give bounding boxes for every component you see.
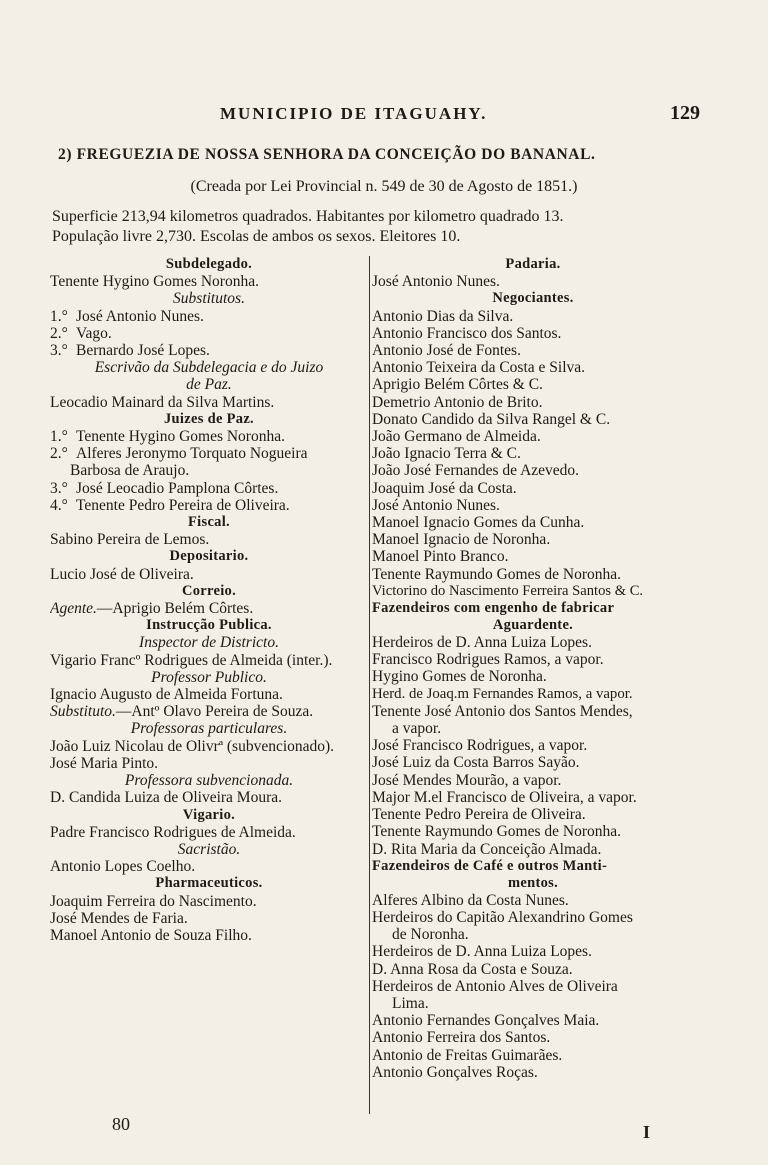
agente-name: —Aprigio Belém Côrtes. — [96, 600, 254, 618]
negociante-entry: João Ignacio Terra & C. — [372, 445, 521, 463]
cafe-entry: Antonio de Freitas Guimarães. — [372, 1046, 563, 1064]
pharmaceutico-entry: Manoel Antonio de Souza Filho. — [50, 926, 252, 944]
section-stats — [52, 207, 692, 247]
stats-line-1: Superficie 213,94 kilometros quadrados. Habitantes por kilometro quadrado 13. — [52, 208, 564, 225]
fazendeiros-aguardente-heading-line-1: Fazendeiros com engenho de fabricar — [372, 600, 615, 617]
negociante-entry: Aprigio Belém Côrtes & C. — [372, 376, 543, 394]
fazendeiros-cafe-heading-line-1: Fazendeiros de Café e outros Manti- — [372, 857, 608, 874]
right-column — [372, 256, 694, 1081]
negociante-entry: Antonio José de Fontes. — [372, 342, 521, 360]
escrivao-heading-line-1: Escrivão da Subdelegacia e do Juizo — [94, 359, 324, 377]
column-divider — [369, 256, 370, 1114]
pharmaceutico-entry: José Mendes de Faria. — [50, 909, 188, 927]
professora-entry: João Luiz Nicolau de Olivrª (subvencionado). — [50, 737, 335, 755]
aguardente-entry: Tenente Raymundo Gomes de Noronha. — [372, 823, 622, 841]
entry-name: Tenente Hygino Gomes Noronha. — [76, 428, 285, 446]
fazendeiros-cafe-heading-line-2: mentos. — [507, 874, 559, 891]
vigario-entry: Padre Francisco Rodrigues de Almeida. — [50, 823, 296, 841]
sacristao-entry: Antonio Lopes Coelho. — [50, 858, 196, 876]
professor-heading: Professor Publico. — [151, 668, 267, 686]
section-subtitle: (Creada por Lei Provincial n. 549 de 30 de Agosto de 1851.) — [190, 178, 578, 195]
fazendeiros-aguardente-heading — [372, 600, 694, 634]
substituto-name: —Antº Olavo Pereira de Souza. — [115, 703, 314, 721]
correio-heading: Correio. — [181, 582, 237, 599]
cafe-entry: Alferes Albino da Costa Nunes. — [372, 891, 569, 909]
aguardente-entry: Herdeiros de D. Anna Luiza Lopes. — [372, 634, 592, 652]
negociante-entry: Antonio Dias da Silva. — [372, 307, 514, 325]
entry-number: 3.° — [50, 479, 68, 497]
entry-name: Tenente Pedro Pereira de Oliveira. — [76, 496, 290, 514]
cafe-entry: Antonio Ferreira dos Santos. — [372, 1029, 551, 1047]
vigario-heading: Vigario. — [182, 806, 236, 823]
cafe-entry: Herdeiros do Capitão Alexandrino Gomes — [372, 908, 633, 926]
negociante-entry: Manoel Pinto Branco. — [372, 548, 509, 566]
professor-entry: Ignacio Augusto de Almeida Fortuna. — [50, 686, 283, 704]
negociante-entry: João José Fernandes de Azevedo. — [372, 462, 580, 480]
entry-name: Vago. — [76, 324, 112, 342]
entry-number: 1.° — [50, 307, 68, 325]
cafe-entry-continuation: de Noronha. — [392, 926, 469, 944]
negociante-entry: Antonio Francisco dos Santos. — [372, 324, 562, 342]
aguardente-entry: D. Rita Maria da Conceição Almada. — [372, 840, 602, 858]
stats-line-2: População livre 2,730. Escolas de ambos os sexos. Eleitores 10. — [52, 228, 461, 245]
entry-name: Bernardo José Lopes. — [76, 342, 210, 360]
aguardente-entry-continuation: a vapor. — [392, 720, 442, 738]
aguardente-entry: José Luiz da Costa Barros Sayão. — [372, 754, 580, 772]
juiz-entry — [50, 480, 368, 497]
substituto-entry — [50, 342, 368, 359]
entry-number: 4.° — [50, 496, 68, 514]
negociante-entry: João Germano de Almeida. — [372, 428, 541, 446]
fazendeiros-cafe-heading — [372, 858, 694, 892]
professoras-heading: Professoras particulares. — [130, 720, 288, 738]
substitutos-heading: Substitutos. — [173, 290, 245, 308]
entry-number: 2.° — [50, 324, 68, 342]
aguardente-entry: Tenente Pedro Pereira de Oliveira. — [372, 806, 586, 824]
juiz-entry — [50, 428, 368, 445]
negociantes-heading: Negociantes. — [492, 290, 574, 307]
padaria-entry: José Antonio Nunes. — [372, 273, 500, 291]
entry-number: 3.° — [50, 342, 68, 360]
inspector-heading: Inspector de Districto. — [139, 634, 279, 652]
cafe-entry: Antonio Gonçalves Roças. — [372, 1063, 538, 1081]
aguardente-entry: Herd. de Joaq.m Fernandes Ramos, a vapor. — [372, 685, 633, 702]
fiscal-heading: Fiscal. — [188, 514, 230, 531]
negociante-entry: Demetrio Antonio de Brito. — [372, 393, 543, 411]
substituto-entry — [50, 308, 368, 325]
depositario-heading: Depositario. — [169, 548, 249, 565]
footer-signature: I — [643, 1122, 651, 1142]
entry-name: José Antonio Nunes. — [76, 307, 204, 325]
escrivao-heading-line-2: de Paz. — [186, 376, 232, 394]
entry-name: Alferes Jeronymo Torquato Nogueira — [76, 445, 308, 463]
page-number: 129 — [670, 102, 700, 124]
aguardente-entry: Tenente José Antonio dos Santos Mendes, — [372, 702, 633, 720]
negociante-entry: Victorino do Nascimento Ferreira Santos & C. — [372, 582, 644, 599]
entry-number: 1.° — [50, 428, 68, 446]
negociante-entry: Antonio Teixeira da Costa e Silva. — [372, 359, 586, 377]
pharmaceutico-entry: Joaquim Ferreira do Nascimento. — [50, 892, 257, 910]
cafe-entry: Antonio Fernandes Gonçalves Maia. — [372, 1012, 600, 1030]
negociante-entry: José Antonio Nunes. — [372, 496, 500, 514]
section-title: 2) FREGUEZIA DE NOSSA SENHORA DA CONCEIÇÃO DO BANANAL. — [58, 146, 596, 163]
juizes-heading: Juizes de Paz. — [164, 410, 254, 427]
professora-entry: José Maria Pinto. — [50, 754, 159, 772]
substituto-entry — [50, 325, 368, 342]
juiz-entry-continuation: Barbosa de Araujo. — [70, 462, 190, 480]
substituto-label: Substituto. — [50, 703, 116, 721]
pharmaceuticos-heading: Pharmaceuticos. — [155, 875, 263, 892]
negociante-entry: Tenente Raymundo Gomes de Noronha. — [372, 565, 622, 583]
running-head-title: MUNICIPIO DE ITAGUAHY. — [220, 104, 488, 123]
cafe-entry-continuation: Lima. — [392, 994, 429, 1012]
subdelegado-heading: Subdelegado. — [165, 256, 253, 272]
juiz-entry — [50, 445, 368, 462]
inspector-entry: Vigario Francº Rodrigues de Almeida (inter.). — [50, 651, 333, 669]
professora-subvencionada-entry: D. Candida Luiza de Oliveira Moura. — [50, 789, 282, 807]
cafe-entry: Herdeiros de D. Anna Luiza Lopes. — [372, 943, 592, 961]
agente-entry — [50, 600, 368, 617]
padaria-heading: Padaria. — [505, 256, 561, 272]
negociante-entry: Joaquim José da Costa. — [372, 479, 517, 497]
aguardente-entry: José Mendes Mourão, a vapor. — [372, 771, 562, 789]
aguardente-entry: Hygino Gomes de Noronha. — [372, 668, 547, 686]
aguardente-entry: José Francisco Rodrigues, a vapor. — [372, 737, 588, 755]
left-column — [50, 256, 368, 944]
agente-label: Agente. — [50, 600, 97, 618]
substituto-professor-entry — [50, 703, 368, 720]
professora-subvencionada-heading: Professora subvencionada. — [124, 772, 294, 790]
fiscal-entry: Sabino Pereira de Lemos. — [50, 531, 210, 549]
escrivao-entry: Leocadio Mainard da Silva Martins. — [50, 393, 275, 411]
instrucao-heading: Instrucção Publica. — [146, 617, 272, 634]
sacristao-heading: Sacristão. — [177, 840, 241, 858]
negociante-entry: Manoel Ignacio de Noronha. — [372, 531, 551, 549]
cafe-entry: D. Anna Rosa da Costa e Souza. — [372, 960, 573, 978]
cafe-entry: Herdeiros de Antonio Alves de Oliveira — [372, 977, 618, 995]
running-head — [180, 104, 700, 126]
negociante-entry: Manoel Ignacio Gomes da Cunha. — [372, 514, 585, 532]
negociante-entry: Donato Candido da Silva Rangel & C. — [372, 410, 611, 428]
aguardente-entry: Major M.el Francisco de Oliveira, a vapor. — [372, 788, 637, 806]
footer-number: 80 — [112, 1114, 130, 1134]
aguardente-entry: Francisco Rodrigues Ramos, a vapor. — [372, 651, 604, 669]
fazendeiros-aguardente-heading-line-2: Aguardente. — [492, 617, 574, 634]
depositario-entry: Lucio José de Oliveira. — [50, 565, 194, 583]
juiz-entry — [50, 497, 368, 514]
entry-number: 2.° — [50, 445, 68, 463]
subdelegado-entry: Tenente Hygino Gomes Noronha. — [50, 273, 259, 291]
entry-name: José Leocadio Pamplona Côrtes. — [76, 479, 279, 497]
